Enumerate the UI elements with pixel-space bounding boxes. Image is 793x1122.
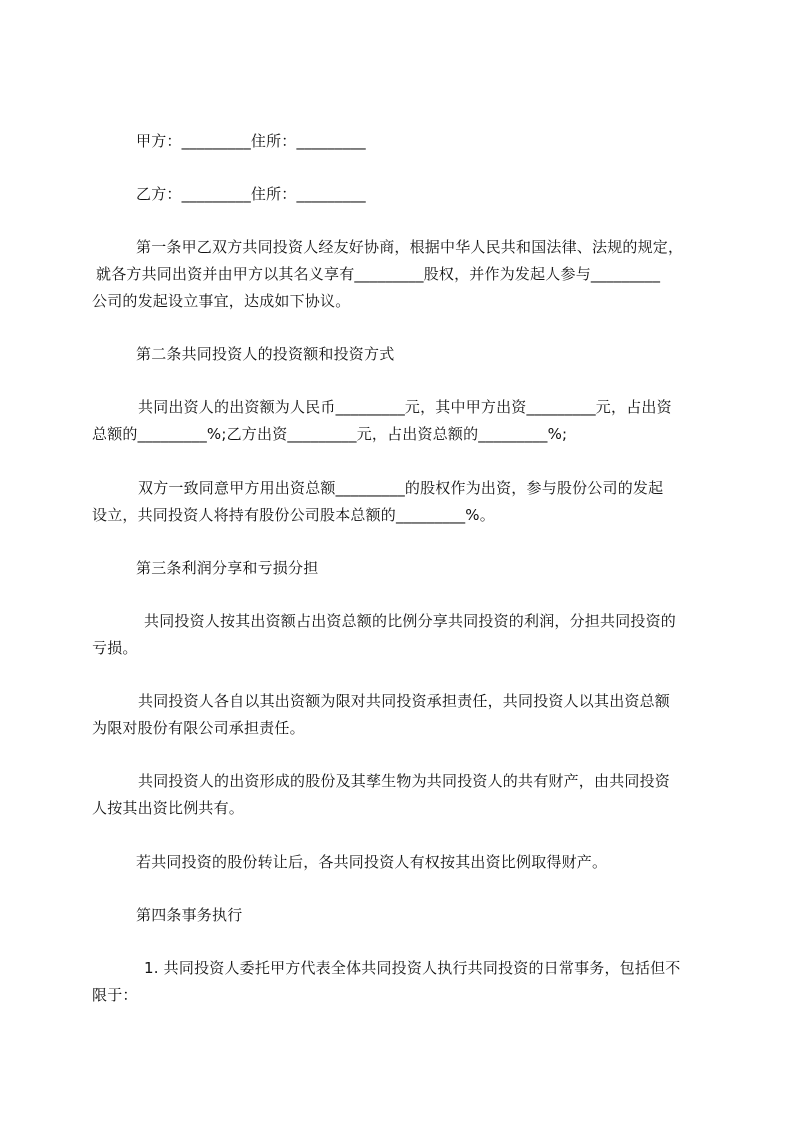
article-2-para-2-line-1: 双方一致同意甲方用出资总额_________的股权作为出资，参与股份公司的发起 — [138, 479, 664, 497]
article-4-item-1-line-1: 1. 共同投资人委托甲方代表全体共同投资人执行共同投资的日常事务，包括但不 — [144, 959, 681, 977]
article-3-title: 第三条利润分享和亏损分担 — [136, 559, 319, 577]
article-1-line-2: 就各方共同出资并由甲方以其名义享有_________股权，并作为发起人参与_________ — [96, 265, 661, 283]
party-a-line: 甲方：_________住所：_________ — [136, 132, 366, 150]
article-3-para-4: 若共同投资的股份转让后，各共同投资人有权按其出资比例取得财产。 — [136, 853, 608, 871]
article-2-para-2-line-2: 设立，共同投资人将持有股份公司股本总额的_________%。 — [92, 506, 495, 524]
article-4-item-1-line-2: 限于： — [92, 986, 138, 1004]
article-2-para-1-line-2: 总额的_________%;乙方出资_________元，占出资总额的_________%; — [92, 425, 568, 443]
article-2-para-1-line-1: 共同出资人的出资额为人民币_________元，其中甲方出资_________元，占出资 — [138, 398, 672, 416]
party-b-line: 乙方：_________住所：_________ — [136, 185, 366, 203]
article-1-line-1: 第一条甲乙双方共同投资人经友好协商，根据中华人民共和国法律、法规的规定， — [136, 238, 684, 256]
article-3-para-1-line-2: 亏损。 — [92, 639, 138, 657]
article-3-para-3-line-1: 共同投资人的出资形成的股份及其孳生物为共同投资人的共有财产，由共同投资 — [138, 772, 671, 790]
article-1-line-3: 公司的发起设立事宜，达成如下协议。 — [92, 292, 351, 310]
article-3-para-3-line-2: 人按其出资比例共有。 — [92, 799, 245, 817]
article-3-para-1-line-1: 共同投资人按其出资额占出资总额的比例分享共同投资的利润，分担共同投资的 — [144, 612, 677, 630]
article-3-para-2-line-2: 为限对股份有限公司承担责任。 — [92, 719, 305, 737]
article-3-para-2-line-1: 共同投资人各自以其出资额为限对共同投资承担责任，共同投资人以其出资总额 — [138, 692, 671, 710]
article-2-title: 第二条共同投资人的投资额和投资方式 — [136, 345, 395, 363]
article-4-title: 第四条事务执行 — [136, 906, 243, 924]
